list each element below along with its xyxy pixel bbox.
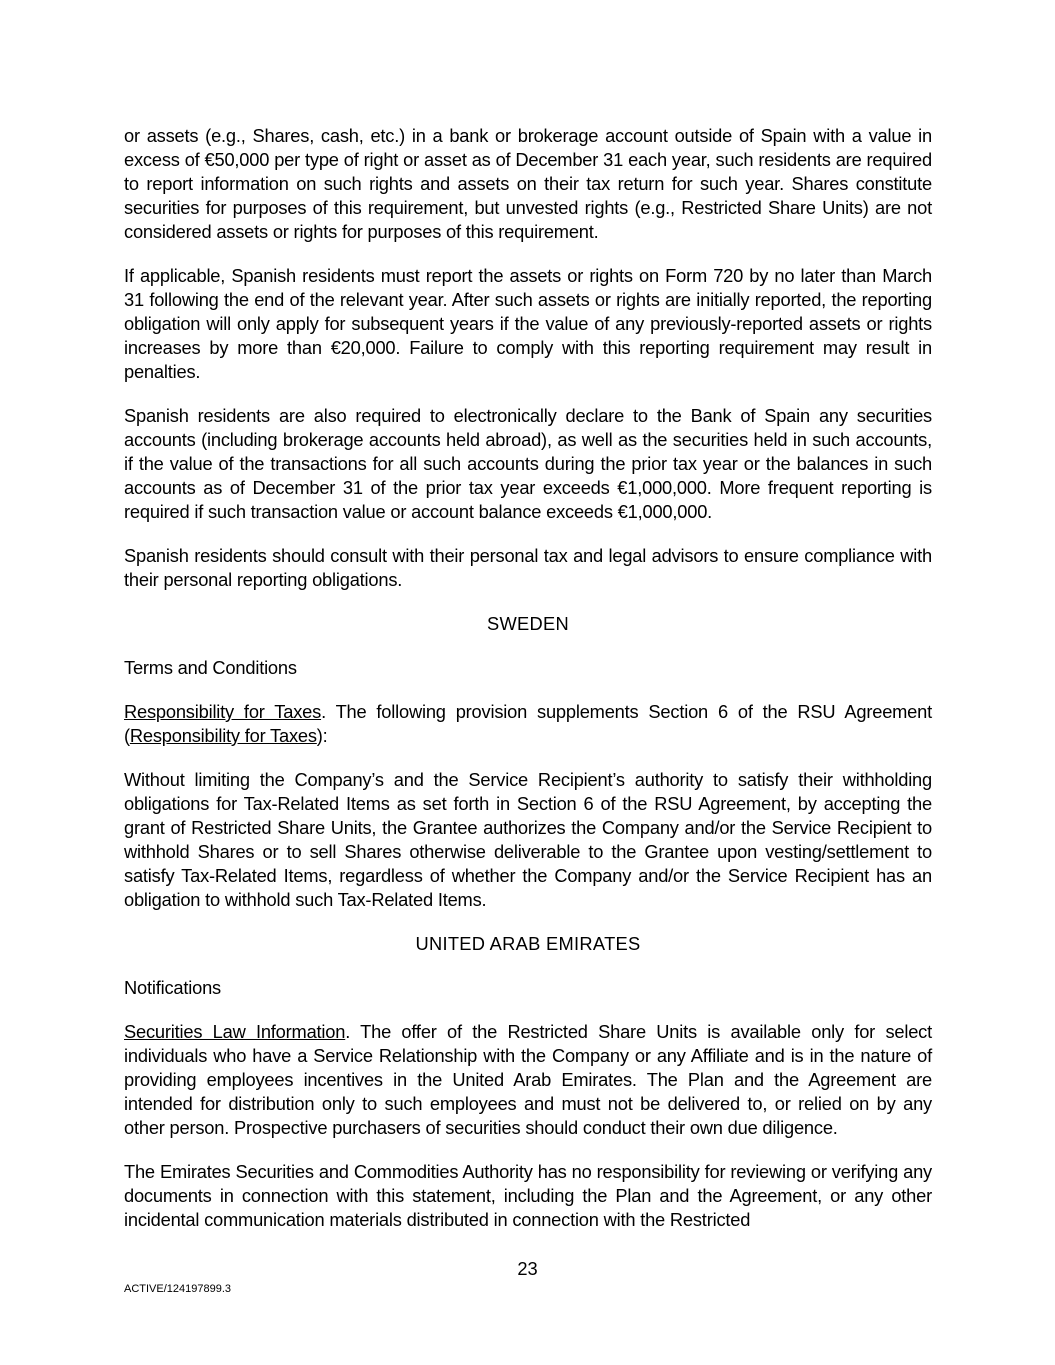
sweden-tax-reference: Responsibility for Taxes [129, 725, 317, 746]
sweden-tax-title: Responsibility for Taxes [124, 701, 322, 722]
uae-notifications-subheading: Notifications [124, 977, 221, 998]
sweden-tax-paragraph [124, 700, 932, 748]
sweden-withholding-paragraph: Without limiting the Company’s and the Service Recipient’s authority to satisfy their withholding obligations for Tax-Related Items as set forth in Section 6 of the RSU Agreement, by accepting the grant of Restricted Share Units, the Grantee authorizes the Company and/or the Service Recipient to withhold Shares or to sell Shares otherwise deliverable to the Grantee upon vesting/settlement to satisfy Tax-Related Items, regardless of whether the Company and/or the Service Recipient has an obligation to withhold such Tax-Related Items. [124, 769, 932, 910]
uae-authority-paragraph: The Emirates Securities and Commodities Authority has no responsibility for reviewing or verifying any documents in connection with this statement, including the Plan and the Agreement, or any other incidental communication materials distributed in connection with the Restricted [124, 1161, 932, 1230]
paragraph-consult-advisors: Spanish residents should consult with their personal tax and legal advisors to ensure compliance with their personal reporting obligations. [124, 545, 932, 590]
paragraph-bank-of-spain: Spanish residents are also required to electronically declare to the Bank of Spain any securities accounts (including brokerage accounts held abroad), as well as the securities held in such accounts, if the value of the transactions for all such accounts during the prior tax year or the balances in such accounts as of December 31 of the prior tax year exceeds €1,000,000. More frequent reporting is required if such transaction value or account balance exceeds €1,000,000. [124, 405, 932, 522]
sweden-tax-text: . The following provision supplements Section 6 of the RSU Agreement ( [124, 701, 932, 746]
paragraph-form-720: If applicable, Spanish residents must report the assets or rights on Form 720 by no later than March 31 following the end of the relevant year. After such assets or rights are initially reported, the reporting obligation will only apply for subsequent years if the value of any previously-reported assets or rights increases by more than €20,000. Failure to comply with this reporting requirement may result in penalties. [124, 265, 932, 382]
sweden-heading: SWEDEN [486, 613, 570, 634]
sweden-terms-subheading: Terms and Conditions [124, 657, 297, 678]
sweden-tax-end: ): [316, 725, 328, 746]
uae-heading: UNITED ARAB EMIRATES [415, 933, 641, 954]
document-id: ACTIVE/124197899.3 [124, 1283, 232, 1295]
paragraph-foreign-assets: or assets (e.g., Shares, cash, etc.) in a bank or brokerage account outside of Spain with a value in excess of €50,000 per type of right or asset as of December 31 each year, such residents are required to report information on such rights and assets on their tax return for such year. Shares constitute securities for purposes of this requirement, but unvested rights (e.g., Restricted Share Units) are not considered assets or rights for purposes of this requirement. [124, 125, 932, 242]
uae-securities-paragraph [124, 1020, 932, 1140]
document-page [124, 124, 932, 1252]
uae-securities-text: . The offer of the Restricted Share Units is available only for select individuals who have a Service Relationship with the Company or any Affiliate and is in the nature of providing employees incentives in the United Arab Emirates. The Plan and the Agreement are intended for distribution only to such employees and must not be delivered to, or relied on by any other person. Prospective purchasers of securities should conduct their own due diligence. [124, 1021, 933, 1138]
page-number: 23 [517, 1258, 538, 1279]
uae-securities-title: Securities Law Information [124, 1021, 346, 1042]
